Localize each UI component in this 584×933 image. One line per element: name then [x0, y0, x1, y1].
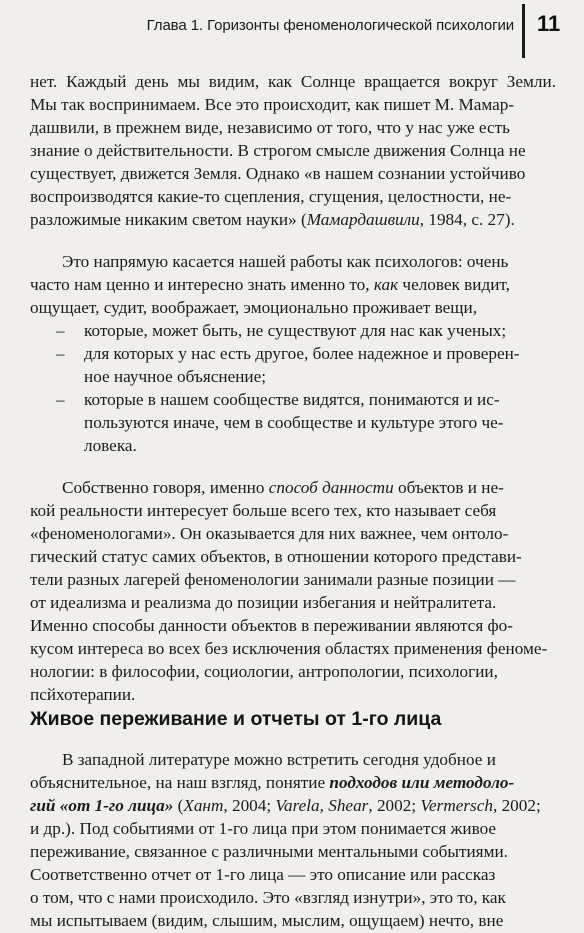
list-item: которые, может быть, не существуют для нас как ученых; — [84, 321, 507, 340]
text-line: Собственно говоря, именно способ данности объектов и не- — [62, 478, 504, 497]
text-line: «феноменологами». Он оказывается для них важнее, чем онтоло- — [30, 524, 509, 543]
text-line: гий «от 1-го лица» (Хант, 2004; Varela, Shear, 2002; Vermersch, 2002; — [30, 796, 541, 815]
text-line: дашвили, в прежнем виде, независимо от того, что у нас уже есть — [30, 118, 510, 137]
text-line: Это напрямую касается нашей работы как психологов: очень — [62, 252, 509, 271]
list-item-continuation: пользуются иначе, чем в сообществе и культуре этого че- — [84, 413, 504, 432]
text-line: от идеализма и реализма до позиции избегания и нейтралитета. — [30, 593, 497, 612]
text-line: нет. Каждый день мы видим, как Солнце вращается вокруг Земли. — [30, 72, 556, 91]
bullet-dash: – — [56, 390, 65, 409]
text-line: псйхотерапии. — [30, 685, 136, 704]
page-number: 11 — [537, 11, 561, 36]
citation-author: Varela, Shear — [275, 796, 369, 815]
text-line: разложимые никаким светом науки» (Мамардашвили, 1984, с. 27). — [30, 210, 515, 229]
text-line: тели разных лагерей феноменологии занимали разные позиции — — [30, 570, 516, 589]
text-line: Соответственно отчет от 1-го лица — это описание или рассказ — [30, 865, 496, 884]
list-item: для которых у нас есть другое, более надежное и проверен- — [84, 344, 520, 363]
header-divider — [522, 4, 525, 58]
text-line: ощущает, судит, воображает, эмоционально проживает вещи, — [30, 298, 478, 317]
section-heading: Живое переживание и отчеты от 1-го лица — [30, 708, 442, 730]
bullet-dash: – — [56, 321, 65, 340]
running-header — [0, 0, 584, 62]
list-item-continuation: ловека. — [84, 436, 137, 455]
text-line: кой реальности интересует больше всего тех, кто называет себя — [30, 501, 497, 520]
citation-author: Vermersch — [420, 796, 493, 815]
emphasis: как — [373, 275, 399, 294]
text-line: Мы так воспринимаем. Все это происходит, как пишет М. Мамар- — [30, 95, 515, 114]
text-line: воспроизводятся какие-то сцепления, сгущения, целостности, не- — [30, 187, 512, 206]
list-item-continuation: ное научное объяснение; — [84, 367, 267, 386]
text-line: В западной литературе можно встретить сегодня удобное и — [62, 750, 496, 769]
text-line: нологии: в философии, социологии, антропологии, психологии, — [30, 662, 498, 681]
text-line: и др.). Под событиями от 1-го лица при этом понимается живое — [30, 819, 497, 838]
text-line: существует, движется Земля. Однако «в нашем сознании устойчиво — [30, 164, 526, 183]
text-line: знание о действительности. В строгом смысле движения Солнца не — [30, 141, 526, 160]
text-line: о том, что с нами происходило. Это «взгляд изнутри», это то, как — [30, 888, 506, 907]
text-line: часто нам ценно и интересно знать именно то, как человек видит, — [30, 275, 510, 294]
bold-term: гий «от 1-го лица» — [30, 796, 174, 815]
citation-author: Мамардашвили — [306, 210, 420, 229]
text-line: переживание, связанное с различными ментальными событиями. — [30, 842, 508, 861]
chapter-title: Глава 1. Горизонты феноменологической психологии — [146, 17, 514, 34]
text-line: Именно способы данности объектов в переживании являются фо- — [30, 616, 513, 635]
text-line: мы испытываем (видим, слышим, мыслим, ощущаем) нечто, вне — [30, 911, 504, 930]
list-item: которые в нашем сообществе видятся, понимаются и ис- — [84, 390, 500, 409]
citation-author: Хант — [183, 796, 224, 815]
emphasis: способ данности — [268, 478, 394, 497]
text-line: гический статус самих объектов, в отношении которого представи- — [30, 547, 522, 566]
text-line: кусом интереса во всех без исключения областях применения феноме- — [30, 639, 548, 658]
bullet-dash: – — [56, 344, 65, 363]
bold-term: подходов или методоло- — [329, 773, 515, 792]
text-line: объяснительное, на наш взгляд, понятие подходов или методоло- — [30, 773, 515, 792]
